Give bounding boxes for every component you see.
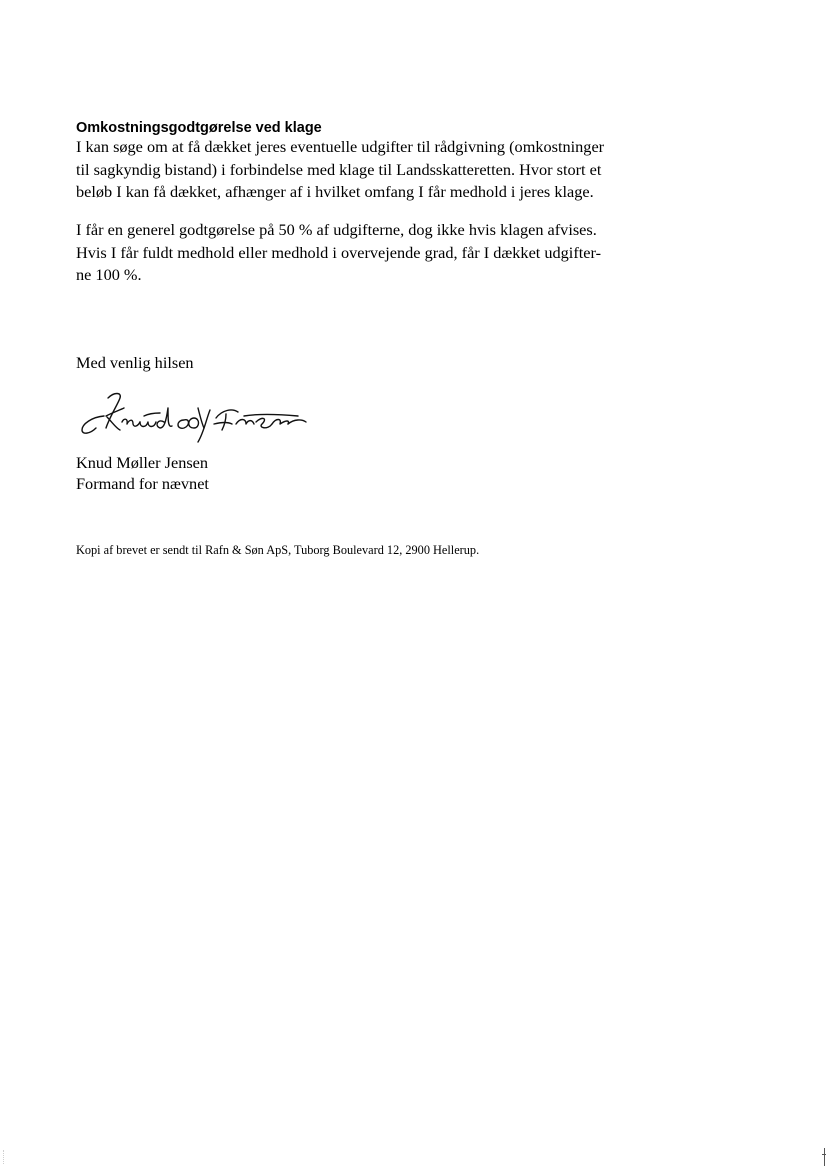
paragraph-line: ne 100 %.: [76, 265, 142, 284]
signer-block: [76, 453, 209, 494]
paragraph-line: beløb I kan få dækket, afhænger af i hvilket omfang I får medhold i jeres klage.: [76, 182, 594, 201]
paragraph-cost-reimbursement: [76, 136, 604, 204]
paragraph-line: Hvis I får fuldt medhold eller medhold i overvejende grad, får I dækket udgifter-: [76, 242, 602, 262]
paragraph-line: I kan søge om at få dækket jeres eventuelle udgifter til rådgivning (omkostninger: [76, 137, 605, 156]
closing-greeting: Med venlig hilsen: [76, 353, 194, 372]
section-heading: Omkostningsgodtgørelse ved klage: [76, 120, 322, 136]
signer-title: Formand for nævnet: [76, 473, 209, 493]
paragraph-line: til sagkyndig bistand) i forbindelse med klage til Landsskatteretten. Hvor stort et: [76, 159, 602, 179]
paragraph-line: I får en generel godtgørelse på 50 % af udgifterne, dog ikke hvis klagen afvises.: [76, 220, 597, 239]
paragraph-general-reimbursement: [76, 219, 601, 287]
copy-note: Kopi af brevet er sendt til Rafn & Søn ApS, Tuborg Boulevard 12, 2900 Hellerup.: [76, 543, 480, 557]
handwritten-signature: [76, 386, 321, 446]
scan-artifact-mark: [824, 1148, 827, 1166]
scan-artifact-mark: [3, 1150, 5, 1164]
signer-name: Knud Møller Jensen: [76, 453, 209, 472]
